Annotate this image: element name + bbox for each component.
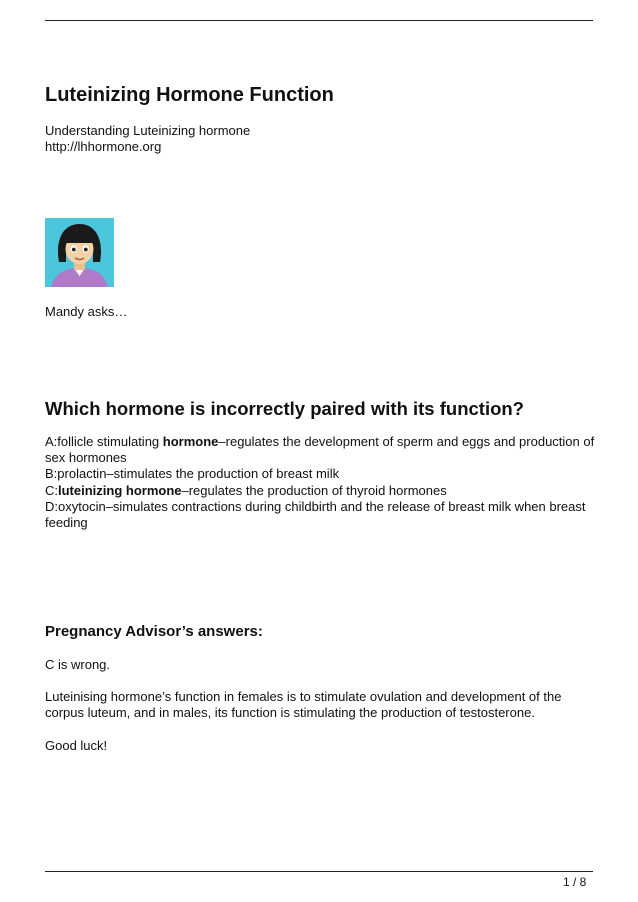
- answer-paragraph-3: Good luck!: [45, 738, 108, 753]
- option-c: [45, 483, 597, 499]
- option-c-keyword: luteinizing hormone: [58, 482, 182, 498]
- site-tagline: Understanding Luteinizing hormone: [45, 123, 251, 138]
- option-a: [45, 434, 597, 466]
- option-a-keyword: hormone: [162, 434, 219, 449]
- answer-options: [45, 434, 597, 531]
- answer-paragraph-1: C is wrong.: [45, 657, 111, 672]
- option-c-prefix: C:: [45, 482, 58, 498]
- question-heading: Which hormone is incorrectly paired with its function?: [45, 398, 524, 419]
- option-d: D:oxytocin–simulates contractions during childbirth and the release of breast milk when breast feeding: [45, 498, 586, 531]
- site-info: [45, 123, 250, 155]
- avatar: [45, 218, 114, 287]
- option-c-text: –regulates the production of thyroid hormones: [181, 482, 447, 498]
- page-title: Luteinizing Hormone Function: [45, 84, 334, 106]
- page-number: 1 / 8: [563, 875, 587, 889]
- option-a-prefix: A:follicle stimulating: [45, 434, 163, 449]
- asker-label: Mandy asks…: [45, 304, 128, 319]
- bottom-rule: [45, 871, 593, 872]
- avatar-image: [45, 218, 114, 287]
- answers-heading: Pregnancy Advisor’s answers:: [45, 623, 263, 640]
- top-rule: [45, 20, 593, 21]
- answer-paragraph-2: Luteinising hormone’s function in females is to stimulate ovulation and development of the corpus luteum, and in males, its function is stimulating the production of testosterone.: [45, 689, 562, 721]
- option-a-text: –regulates the development of sperm and eggs and production of sex hormones: [45, 434, 595, 466]
- option-b: B:prolactin–stimulates the production of breast milk: [45, 466, 340, 482]
- site-url-link[interactable]: http://lhhormone.org: [45, 139, 162, 154]
